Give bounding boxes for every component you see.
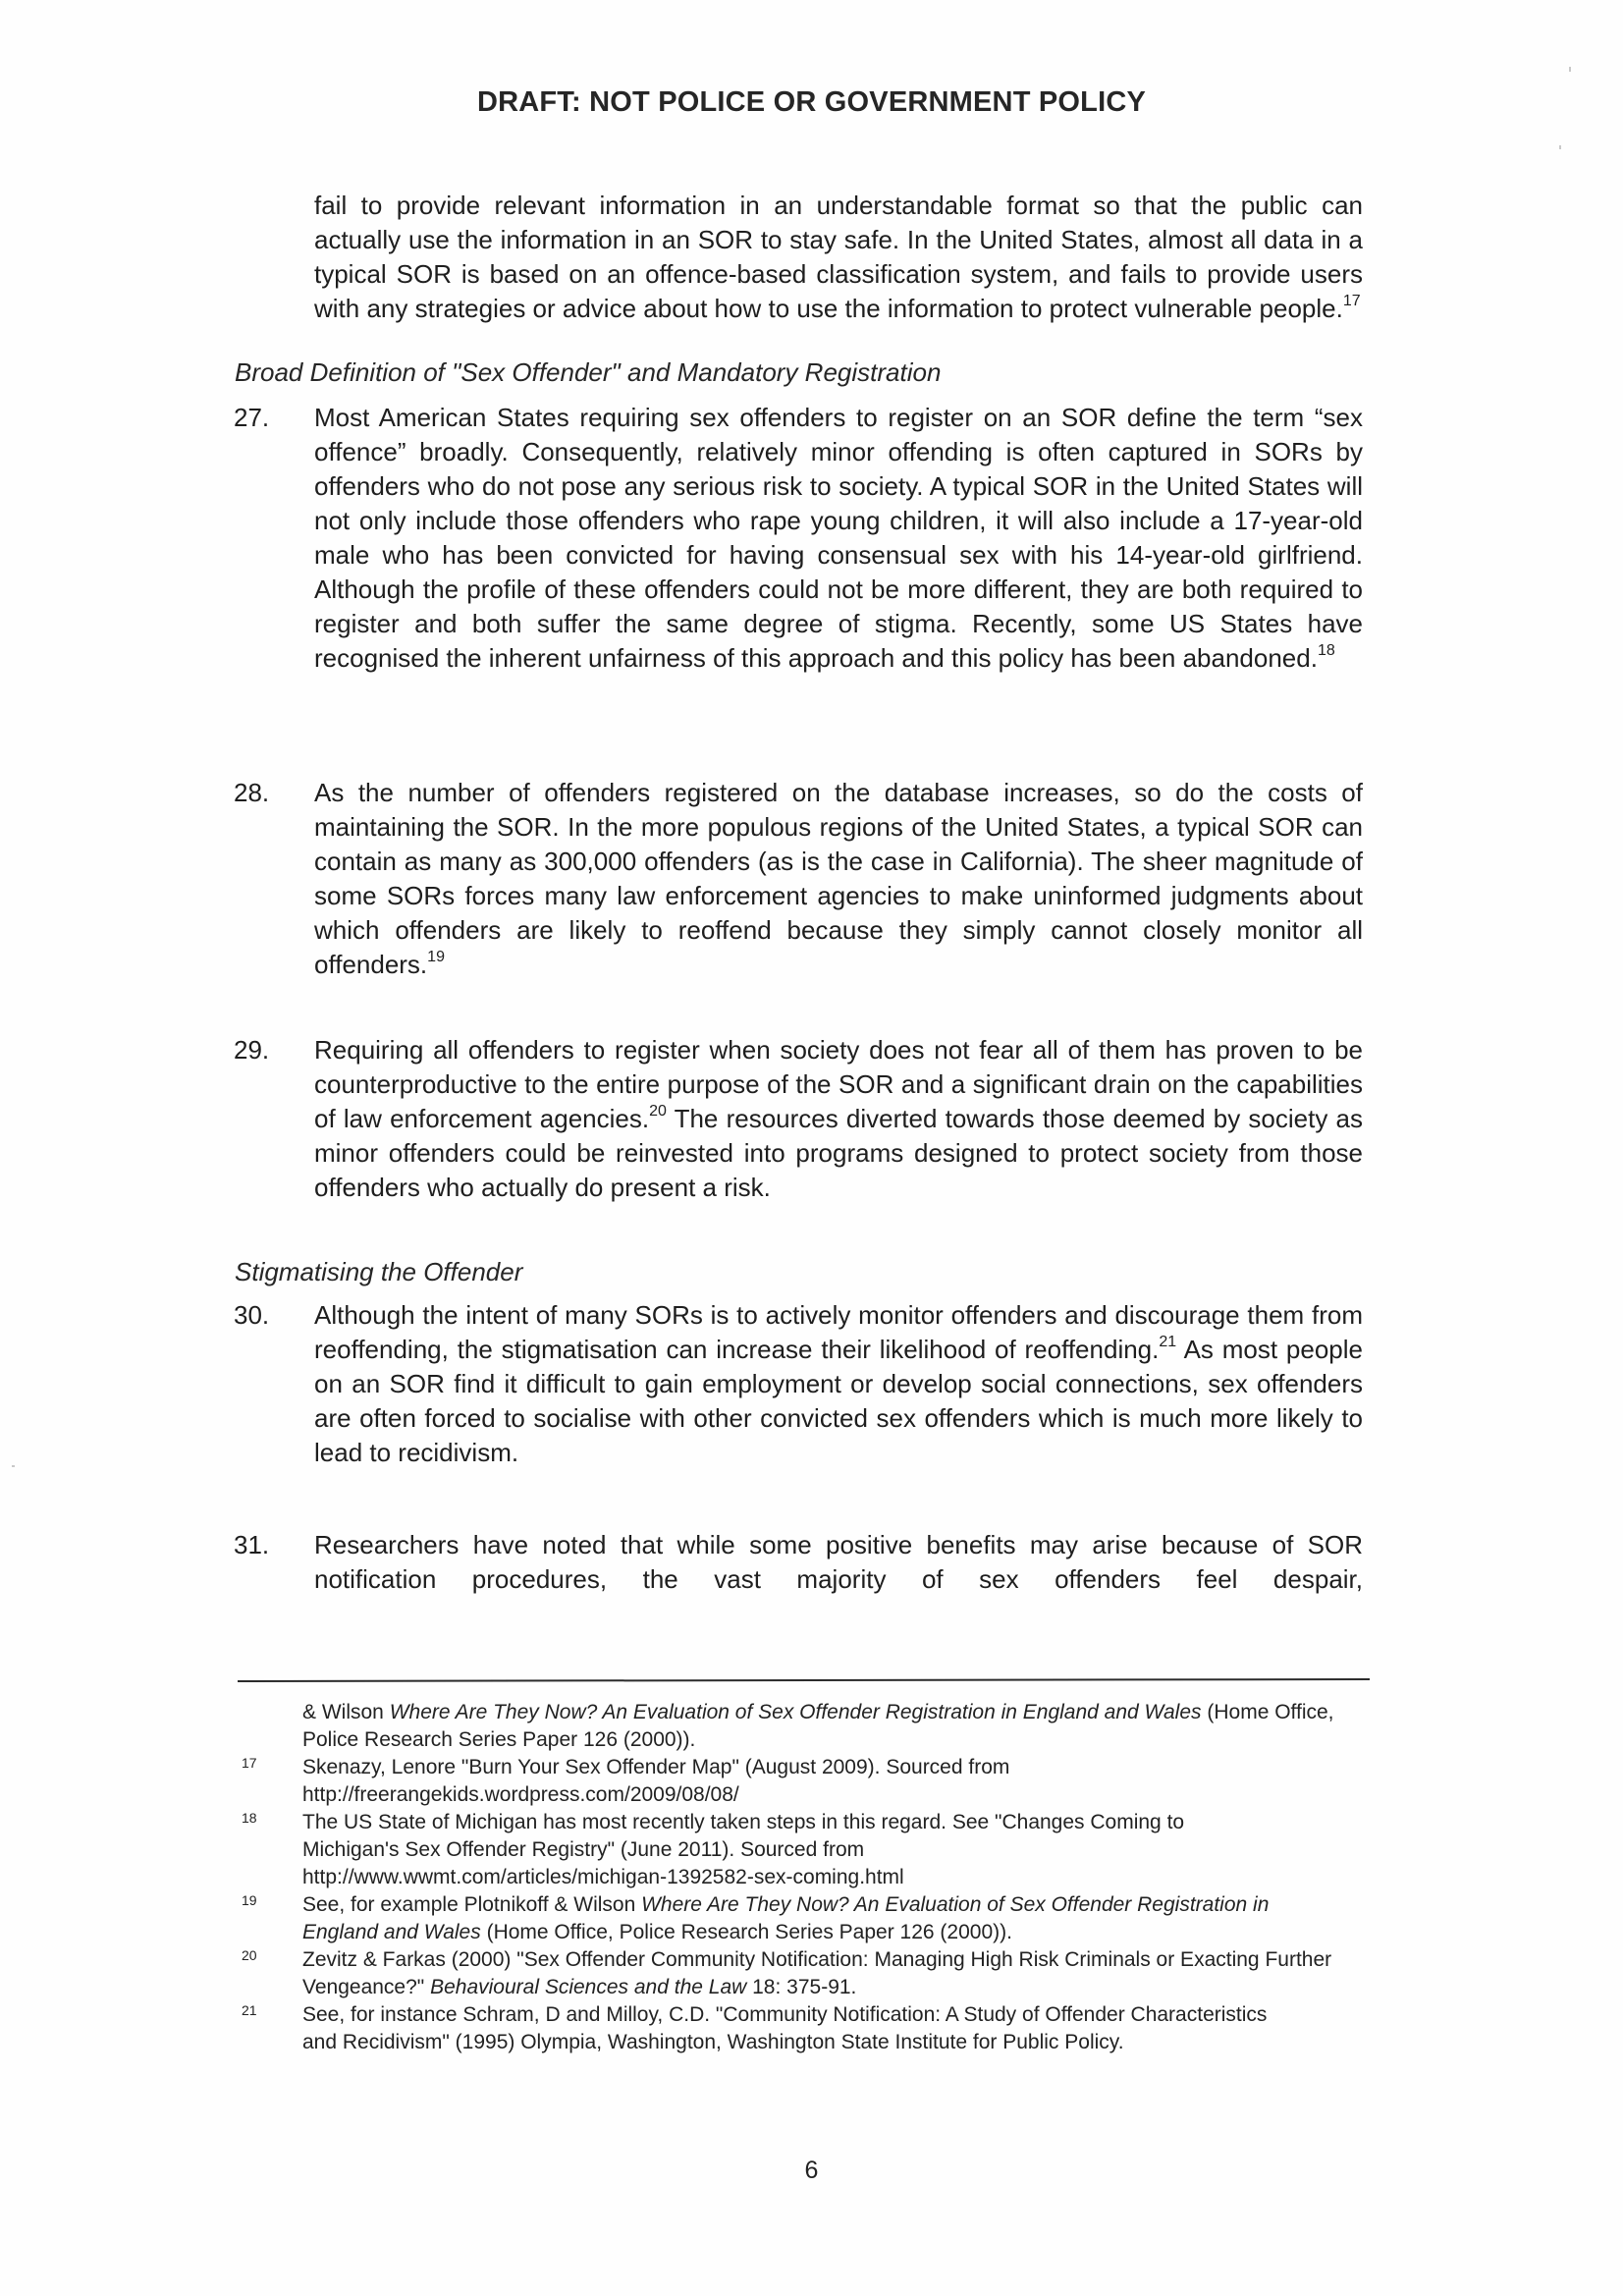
footnote-text: 18: 375-91.	[746, 1976, 857, 1998]
paragraph-text: Requiring all offenders to register when society does not fear all of them has proven to be counterproductive to the entire purpose of the SOR and a significant drain on the capabilities of law enforcement agencies.	[314, 1035, 1363, 1133]
footnote-title: Where Are They Now? An Evaluation of Sex Offender Registration in England and Wales	[302, 1893, 1270, 1943]
scan-speck	[1569, 67, 1571, 72]
intro-text: fail to provide relevant information in an understandable format so that the public can actually use the information in an SOR to stay safe. In the United States, almost all data in a typical SOR is based on an offence-based classification system, and fails to provide users with any strategies or advice about how to use the information to protect vulnerable people.	[314, 191, 1363, 323]
paragraph-number: 29.	[234, 1035, 270, 1065]
footnote-ref[interactable]: 20	[649, 1103, 667, 1121]
section-heading: Stigmatising the Offender	[235, 1257, 523, 1286]
footnote-18	[238, 1809, 1373, 1891]
footnote-separator	[238, 1678, 1370, 1682]
footnote-ref[interactable]: 18	[1317, 642, 1335, 660]
footnote-text: The US State of Michigan has most recently taken steps in this regard. See "Changes Coming to Michigan's Sex Offender Registry" (June 2011). Sourced from	[302, 1811, 1185, 1861]
intro-paragraph	[314, 189, 1363, 326]
footnote-url[interactable]: http://freerangekids.wordpress.com/2009/08/08/	[302, 1783, 739, 1806]
footnote-title: Behavioural Sciences and the Law	[430, 1976, 747, 1998]
scan-speck	[1559, 145, 1561, 149]
footnote-number: 18	[242, 1810, 257, 1826]
paragraph-28	[234, 776, 1363, 982]
footnote-20	[238, 1946, 1373, 2001]
footnote-text: (Home Office, Police Research Series Paper 126 (2000)).	[480, 1921, 1012, 1943]
paragraph-number: 28.	[234, 778, 270, 807]
paragraph-31	[234, 1528, 1363, 1597]
footnote-continued	[238, 1699, 1377, 1754]
footnote-text: & Wilson	[302, 1701, 390, 1723]
paragraph-number: 27.	[234, 403, 270, 432]
paragraph-text-cont: As most people on an SOR find it difficult to gain employment or develop social connections, sex offenders are often forced to socialise with other convicted sex offenders which is much more likely to lead to recidivism.	[314, 1335, 1364, 1467]
footnote-text: See, for instance Schram, D and Milloy, C.D. "Community Notification: A Study of Offender Characteristics and Recidivism" (1995) Olympia, Washington, Washington State Institute for Public Policy.	[302, 2003, 1268, 2053]
paragraph-text-cont: The resources diverted towards those deemed by society as minor offenders could be reinvested into programs designed to protect society from those offenders who actually do present a risk.	[314, 1104, 1363, 1202]
paragraph-text: Researchers have noted that while some positive benefits may arise because of SOR notification procedures, the vast majority of sex offenders feel despair,	[314, 1530, 1363, 1594]
footnote-17	[238, 1754, 1377, 1809]
footnote-number: 21	[242, 2002, 257, 2018]
footnotes	[238, 1699, 1377, 2056]
footnote-text: (Home Office, Police Research Series Paper 126 (2000)).	[302, 1701, 1334, 1751]
footnote-number: 17	[242, 1755, 257, 1771]
paragraph-text: Most American States requiring sex offenders to register on an SOR define the term “sex offence” broadly. Consequently, relatively minor offending is often captured in SORs by offenders who do not pose any serious risk to society. A typical SOR in the United States will not only include those offenders who rape young children, it will also include a 17-year-old male who has been convicted for having consensual sex with his 14-year-old girlfriend. Although the profile of these offenders could not be more different, they are both required to register and both suffer the same degree of stigma. Recently, some US States have recognised the inherent unfairness of this approach and this policy has been abandoned.	[314, 403, 1363, 673]
page-header: DRAFT: NOT POLICE OR GOVERNMENT POLICY	[476, 86, 1147, 118]
footnote-url[interactable]: http://www.wwmt.com/articles/michigan-1392582-sex-coming.html	[302, 1866, 904, 1888]
footnote-text: Zevitz & Farkas (2000) "Sex Offender Community Notification: Managing High Risk Criminals or Exacting Further Vengeance?"	[302, 1948, 1332, 1998]
paragraph-text: As the number of offenders registered on the database increases, so do the costs of maintaining the SOR. In the more populous regions of the United States, a typical SOR can contain as many as 300,000 offenders (as is the case in California). The sheer magnitude of some SORs forces many law enforcement agencies to make uninformed judgments about which offenders are likely to reoffend because they simply cannot closely monitor all offenders.	[314, 778, 1363, 979]
footnote-number: 19	[242, 1892, 257, 1908]
paragraph-30	[234, 1298, 1363, 1470]
section-heading: Broad Definition of "Sex Offender" and Mandatory Registration	[235, 357, 942, 387]
paragraph-27	[234, 401, 1363, 676]
footnote-ref[interactable]: 19	[427, 949, 445, 966]
paragraph-text: Although the intent of many SORs is to actively monitor offenders and discourage them from reoffending, the stigmatisation can increase their likelihood of reoffending.	[314, 1300, 1363, 1364]
footnote-text: Skenazy, Lenore "Burn Your Sex Offender Map" (August 2009). Sourced from	[302, 1756, 1010, 1778]
footnote-ref[interactable]: 21	[1159, 1334, 1177, 1351]
footnote-ref[interactable]: 17	[1342, 293, 1361, 310]
page-number: 6	[804, 2157, 819, 2184]
paragraph-29	[234, 1033, 1363, 1205]
paragraph-number: 31.	[234, 1530, 270, 1559]
footnote-title: Where Are They Now? An Evaluation of Sex Offender Registration in England and Wales	[389, 1701, 1202, 1723]
footnote-number: 20	[242, 1947, 257, 1963]
footnote-21	[238, 2001, 1304, 2056]
scan-speck	[12, 1465, 15, 1467]
paragraph-number: 30.	[234, 1300, 270, 1330]
footnote-text: See, for example Plotnikoff & Wilson	[302, 1893, 642, 1916]
footnote-19	[238, 1891, 1324, 1946]
